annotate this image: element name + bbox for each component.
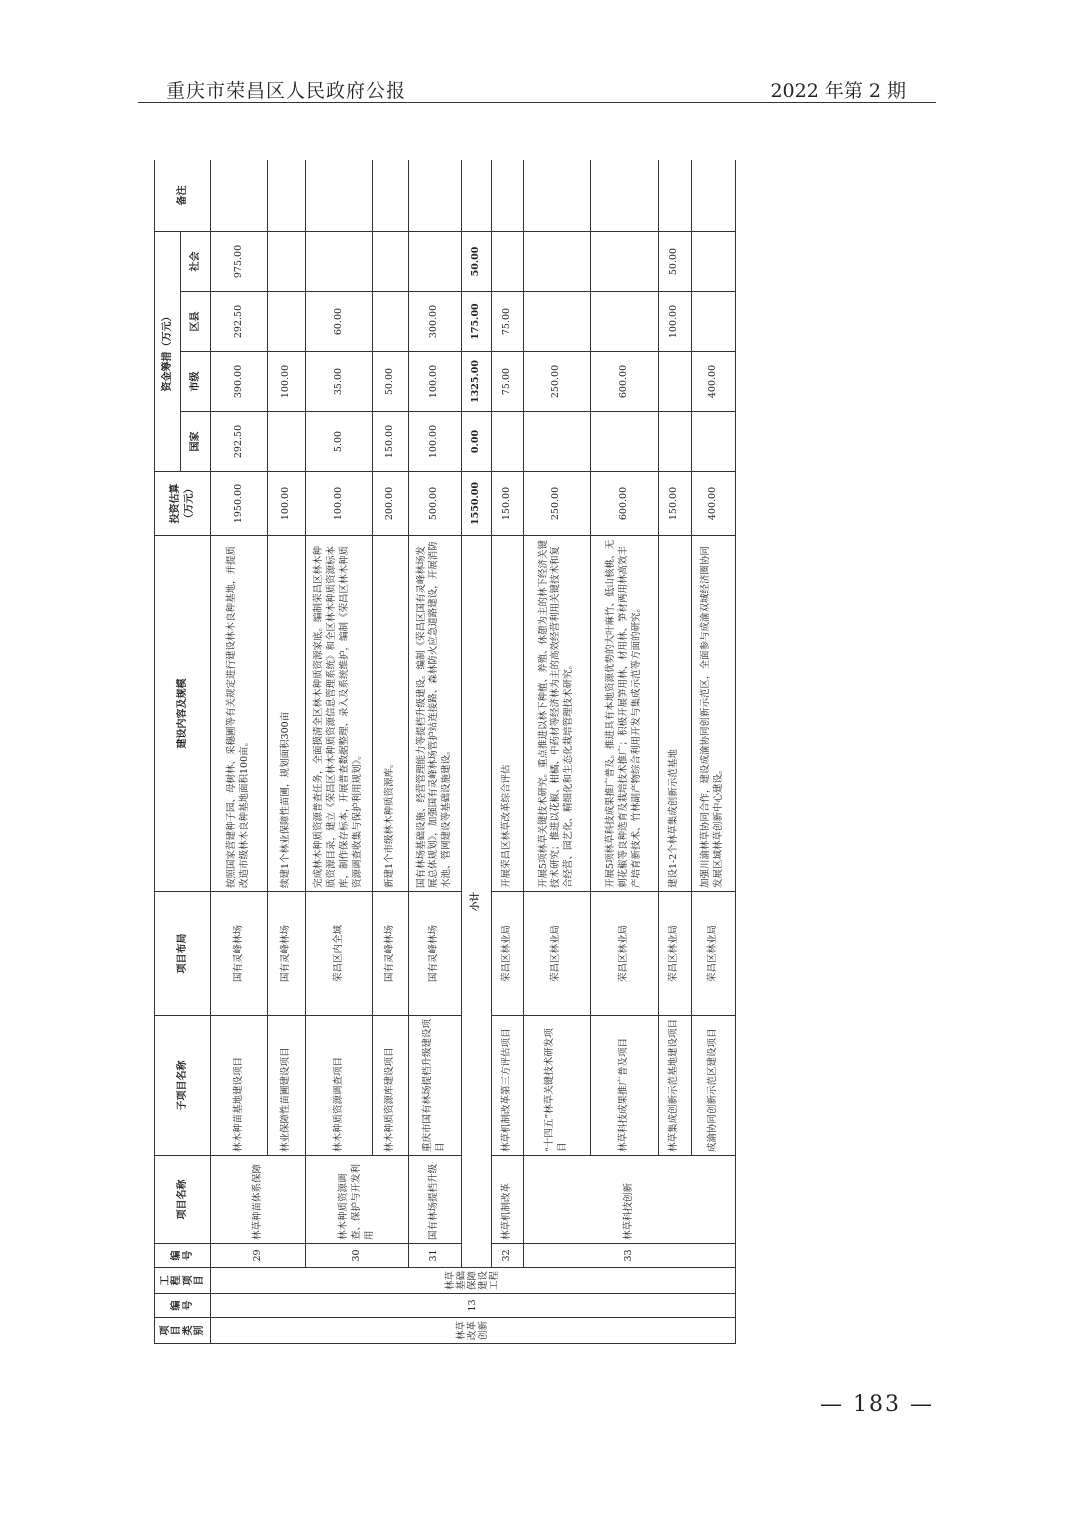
cell-district: 60.00 bbox=[306, 292, 373, 352]
rotated-table-container bbox=[154, 160, 736, 1344]
cell-city: 600.00 bbox=[590, 352, 659, 412]
cell-investment: 150.00 bbox=[659, 472, 691, 536]
subtotal-row bbox=[461, 160, 491, 1344]
cell-district bbox=[372, 292, 408, 352]
cell-social bbox=[267, 232, 305, 292]
cell-city: 35.00 bbox=[306, 352, 373, 412]
cell-layout: 荣昌区林业局 bbox=[590, 892, 659, 1016]
col-funding: 资金筹措（万元） bbox=[155, 232, 181, 472]
issue-number: 2022 年第 2 期 bbox=[770, 80, 906, 102]
cell-category: 林草改革创新 bbox=[211, 1318, 736, 1344]
cell-remark bbox=[409, 160, 461, 232]
cell-layout: 国有灵峰林场 bbox=[409, 892, 461, 1016]
cell-layout: 荣昌区林业局 bbox=[691, 892, 735, 1016]
cell-national: 5.00 bbox=[306, 412, 373, 472]
cell-national: 100.00 bbox=[409, 412, 461, 472]
cell-project-name: 国有林场提档升级 bbox=[409, 1156, 461, 1244]
cell-social: 975.00 bbox=[211, 232, 267, 292]
cell-district bbox=[267, 292, 305, 352]
cell-social bbox=[372, 232, 408, 292]
cell-sub-name: 林草科技成果推广普及项目 bbox=[590, 1016, 659, 1156]
cell-layout: 荣昌区林业局 bbox=[524, 892, 591, 1016]
cell-district bbox=[590, 292, 659, 352]
cell-investment: 600.00 bbox=[590, 472, 659, 536]
cell-city: 400.00 bbox=[691, 352, 735, 412]
cell-content: 新建1个市级林木种质资源库。 bbox=[372, 536, 408, 892]
header-row-1 bbox=[155, 160, 181, 1344]
subtotal-label: 小计 bbox=[461, 536, 491, 1268]
subtotal-district: 175.00 bbox=[461, 292, 491, 352]
publication-title: 重庆市荣昌区人民政府公报 bbox=[166, 80, 407, 102]
cell-remark bbox=[524, 160, 591, 232]
col-project-name: 项目名称 bbox=[155, 1156, 211, 1244]
cell-city: 390.00 bbox=[211, 352, 267, 412]
cell-remark bbox=[461, 160, 491, 232]
cell-social bbox=[691, 232, 735, 292]
subtotal-national: 0.00 bbox=[461, 412, 491, 472]
cell-layout: 国有灵峰林场 bbox=[211, 892, 267, 1016]
cell-national bbox=[491, 412, 523, 472]
cell-remark bbox=[267, 160, 305, 232]
cell-investment: 250.00 bbox=[524, 472, 591, 536]
cell-remark bbox=[590, 160, 659, 232]
col-seq: 编号 bbox=[155, 1294, 211, 1318]
table-row bbox=[491, 160, 523, 1344]
cell-content: 完成林木种质资源普查任务，全面摸清全区林木种质资源家底。编制荣昌区林木种质资源目录，建立《荣昌区林木种质资源信息管理系统》和全区林木种质资源标本库，制作保存标本，开展普查数据整理、录入及系统维护，编制《荣昌区林木种质资源调查收集与保护利用规划》。 bbox=[306, 536, 373, 892]
cell-national bbox=[267, 412, 305, 472]
cell-district: 292.50 bbox=[211, 292, 267, 352]
cell-content: 开展5项林草科技成果推广普及。推进具有本地资源优势的大叶麻竹、低山核桃、无刺花椒等良种选育及栽培技术推广；积极开展笋用林、材用林、笋材两用林高效丰产培育新技术、竹林副产物综合利用开发与集成示范等方面的研究。 bbox=[590, 536, 659, 892]
cell-investment: 400.00 bbox=[691, 472, 735, 536]
table-row bbox=[524, 160, 591, 1344]
cell-remark bbox=[691, 160, 735, 232]
cell-investment: 100.00 bbox=[306, 472, 373, 536]
col-project-type: 工程项目 bbox=[155, 1268, 211, 1294]
cell-sub-name: “十四五”林草关键技术研发项目 bbox=[524, 1016, 591, 1156]
cell-remark bbox=[306, 160, 373, 232]
cell-city: 50.00 bbox=[372, 352, 408, 412]
cell-investment: 150.00 bbox=[491, 472, 523, 536]
table-row bbox=[409, 160, 461, 1344]
cell-content: 加强川渝林草协同合作，建设成渝协同创新示范区，全面参与成渝双城经济圈协同发展区域林草创新中心建设。 bbox=[691, 536, 735, 892]
cell-layout: 国有灵峰林场 bbox=[267, 892, 305, 1016]
cell-content: 开展5项林草关键技术研究。重点推进以林下种植、养殖、休憩为主的林下经济关键技术研究；推进以花椒、柑橘、中药材等经济林为主的高效经营利用关键技术和复合经营、园艺化、精细化和生态化栽培管理技术研究。 bbox=[524, 536, 591, 892]
cell-social: 50.00 bbox=[659, 232, 691, 292]
cell-content: 开展荣昌区林草改革综合评估 bbox=[491, 536, 523, 892]
cell-national bbox=[691, 412, 735, 472]
col-district: 区县 bbox=[181, 292, 211, 352]
rotated-table bbox=[154, 160, 736, 1344]
cell-remark bbox=[372, 160, 408, 232]
cell-item-no: 32 bbox=[491, 1244, 523, 1268]
cell-project-type: 林草基础保障建设工程 bbox=[211, 1268, 736, 1294]
cell-district: 75.00 bbox=[491, 292, 523, 352]
subtotal-social: 50.00 bbox=[461, 232, 491, 292]
cell-city: 100.00 bbox=[267, 352, 305, 412]
cell-content: 按照国家营建种子园、母树林、采穗圃等有关规定进行建设林木良种基地，并提质改造市级林木良种基地面积100亩。 bbox=[211, 536, 267, 892]
col-city: 市级 bbox=[181, 352, 211, 412]
table-row bbox=[211, 160, 267, 1344]
cell-district: 300.00 bbox=[409, 292, 461, 352]
page-number: — 183 — bbox=[820, 1392, 934, 1417]
col-content: 建设内容及规模 bbox=[155, 536, 211, 892]
project-table bbox=[154, 160, 736, 1344]
cell-city: 100.00 bbox=[409, 352, 461, 412]
cell-sub-name: 重庆市国有林场提档升级建设项目 bbox=[409, 1016, 461, 1156]
table-row bbox=[306, 160, 373, 1344]
cell-item-no: 30 bbox=[306, 1244, 409, 1268]
subtotal-investment: 1550.00 bbox=[461, 472, 491, 536]
cell-investment: 200.00 bbox=[372, 472, 408, 536]
cell-national bbox=[659, 412, 691, 472]
cell-national bbox=[590, 412, 659, 472]
cell-investment: 1950.00 bbox=[211, 472, 267, 536]
cell-project-name: 林草机制改革 bbox=[491, 1156, 523, 1244]
cell-sub-name: 林木种苗基地建设项目 bbox=[211, 1016, 267, 1156]
col-national: 国家 bbox=[181, 412, 211, 472]
cell-layout: 荣昌区林业局 bbox=[491, 892, 523, 1016]
cell-social bbox=[491, 232, 523, 292]
col-category: 项目类别 bbox=[155, 1318, 211, 1344]
cell-district bbox=[691, 292, 735, 352]
cell-project-name: 林草科技创新 bbox=[524, 1156, 736, 1244]
cell-sub-name: 林木种质资源库建设项目 bbox=[372, 1016, 408, 1156]
cell-layout: 荣昌区林业局 bbox=[659, 892, 691, 1016]
cell-social bbox=[306, 232, 373, 292]
cell-district bbox=[524, 292, 591, 352]
cell-sub-name: 林业保障性苗圃建设项目 bbox=[267, 1016, 305, 1156]
cell-content: 续建1个林业保障性苗圃，规划面积300亩 bbox=[267, 536, 305, 892]
cell-national: 150.00 bbox=[372, 412, 408, 472]
cell-layout: 国有灵峰林场 bbox=[372, 892, 408, 1016]
cell-city: 250.00 bbox=[524, 352, 591, 412]
cell-sub-name: 林草机制改革第三方评估项目 bbox=[491, 1016, 523, 1156]
cell-seq: 13 bbox=[211, 1294, 736, 1318]
cell-sub-name: 成渝协同创新示范区建设项目 bbox=[691, 1016, 735, 1156]
subtotal-city: 1325.00 bbox=[461, 352, 491, 412]
cell-content: 国有林场基础设施、经营管理能力等提档升级建设。编制《荣昌区国有灵峰林场发展总体规划》，加强国有灵峰林场管护站连接路、森林防火应急道路建设，开展消防水池、管网建设等基础设施建设。 bbox=[409, 536, 461, 892]
col-sub-name: 子项目名称 bbox=[155, 1016, 211, 1156]
cell-social bbox=[590, 232, 659, 292]
col-layout: 项目布局 bbox=[155, 892, 211, 1016]
col-remark: 备注 bbox=[155, 160, 211, 232]
cell-remark bbox=[491, 160, 523, 232]
cell-content: 建设1-2个林草集成创新示范基地 bbox=[659, 536, 691, 892]
cell-city bbox=[659, 352, 691, 412]
cell-national: 292.50 bbox=[211, 412, 267, 472]
cell-social bbox=[524, 232, 591, 292]
cell-project-name: 林木种质资源调查、保护与开发利用 bbox=[306, 1156, 409, 1244]
cell-city: 75.00 bbox=[491, 352, 523, 412]
cell-item-no: 29 bbox=[211, 1244, 306, 1268]
cell-remark bbox=[211, 160, 267, 232]
cell-national bbox=[524, 412, 591, 472]
col-investment: 投资估算（万元） bbox=[155, 472, 211, 536]
cell-item-no: 33 bbox=[524, 1244, 736, 1268]
cell-layout: 荣昌区内全域 bbox=[306, 892, 373, 1016]
cell-remark bbox=[659, 160, 691, 232]
cell-district: 100.00 bbox=[659, 292, 691, 352]
cell-social bbox=[409, 232, 461, 292]
col-item-no: 编号 bbox=[155, 1244, 211, 1268]
header-rule bbox=[138, 102, 936, 103]
cell-sub-name: 林草集成创新示范基地建设项目 bbox=[659, 1016, 691, 1156]
col-social: 社会 bbox=[181, 232, 211, 292]
cell-investment: 500.00 bbox=[409, 472, 461, 536]
cell-item-no: 31 bbox=[409, 1244, 461, 1268]
cell-sub-name: 林木种质资源调查项目 bbox=[306, 1016, 373, 1156]
cell-investment: 100.00 bbox=[267, 472, 305, 536]
cell-project-name: 林草种苗体系保障 bbox=[211, 1156, 306, 1244]
